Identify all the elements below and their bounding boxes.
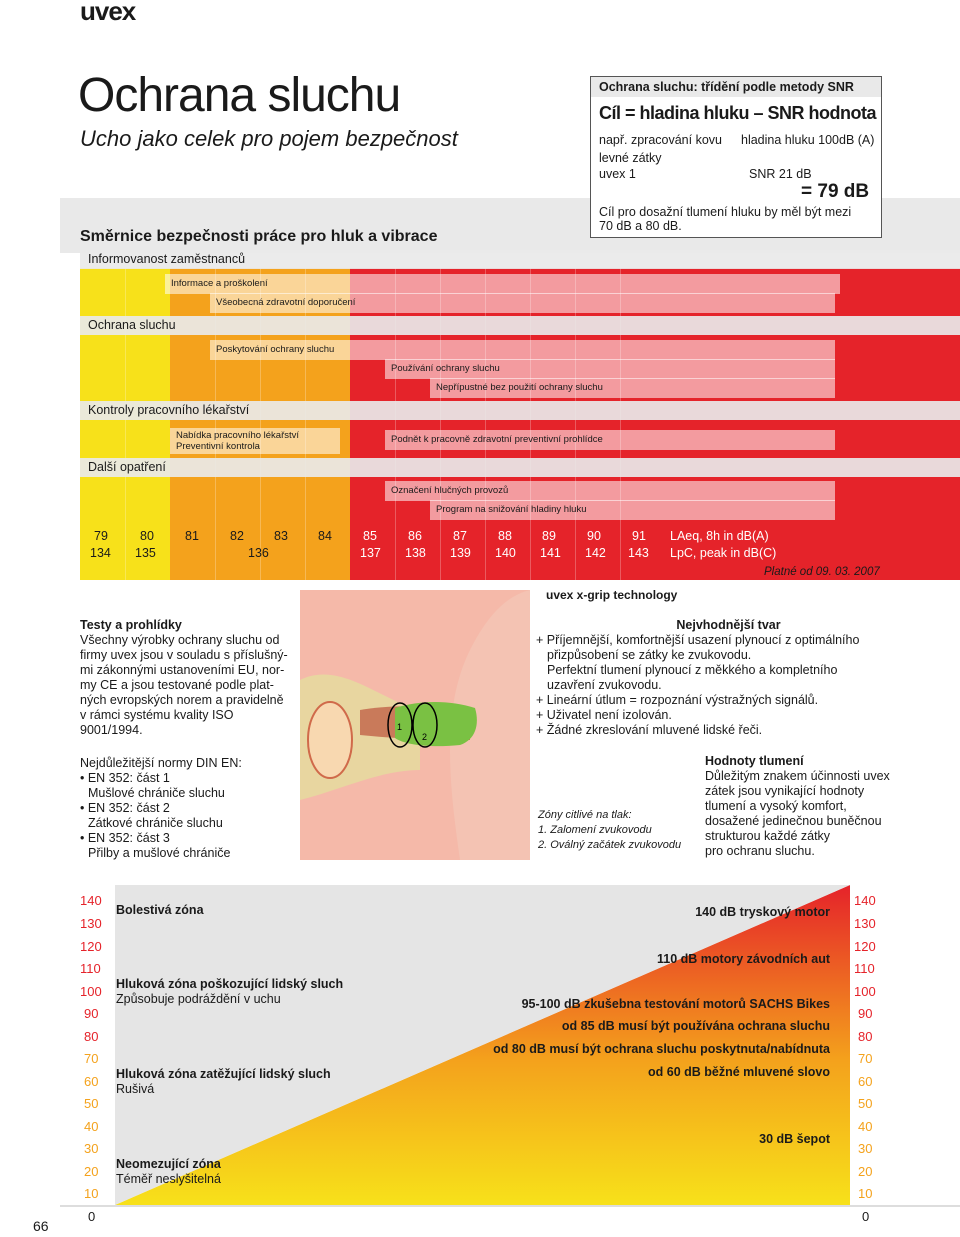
snr-header: Ochrana sluchu: třídění podle metody SNR [599,80,854,94]
axis-right-120: 120 [854,939,876,954]
best-line: + Příjemnější, komfortnější usazení plynoucí z optimálního [536,633,860,647]
axis-right-20: 20 [858,1164,873,1179]
pill-informace: Informace a proškolení [165,274,840,294]
snr-example-left: např. zpracování kovu [599,133,722,147]
axis-left-10: 10 [84,1186,99,1201]
damping-line: pro ochranu sluchu. [705,844,815,858]
lpc-value: 142 [585,546,606,560]
pill-program: Program na snižování hladiny hluku [430,500,835,520]
best-line: přizpůsobení se zátky ke zvukovodu. [547,648,752,662]
zone-load-sub: Rušivá [116,1082,155,1096]
zone-marker-1-label: 1 [397,722,403,732]
inner-ear-cochlea [308,702,352,778]
axis-right-40: 40 [858,1119,873,1134]
valid-from: Platné od 09. 03. 2007 [764,566,880,578]
norms-block [80,756,290,861]
axis-left-100: 100 [80,984,102,999]
page-subtitle: Ucho jako celek pro pojem bezpečnost [80,126,458,151]
laeq-value: 82 [230,529,244,543]
axis-left-30: 30 [84,1141,99,1156]
zone-quiet-sub: Téměř neslyšitelná [116,1172,221,1186]
best-line: Perfektní tlumení plynoucí z měkkého a kompletního [547,663,838,677]
damping-block [705,754,895,859]
zone-damage [116,977,343,1007]
snr-box [590,76,882,238]
pill-poskytovani: Poskytování ochrany sluchu [210,340,835,360]
zones-heading: Zóny citlivé na tlak: [538,809,632,821]
axis-left-110: 110 [80,961,101,976]
axis-left-140: 140 [80,893,102,908]
lpc-value: 141 [540,546,561,560]
laeq-label: LAeq, 8h in dB(A) [670,529,769,543]
snr-goal: Cíl = hladina hluku – SNR hodnota [599,103,877,123]
axis-right-100: 100 [854,984,876,999]
tests-line: v rámci systému kvality ISO [80,708,234,722]
norms-item: Přilby a mušlové chrániče [88,846,231,860]
damping-line: strukturou každé zátky [705,829,831,843]
best-line: + Lineární útlum = rozpoznání výstražných signálů. [536,693,819,707]
snr-plug-line1: levné zátky [599,151,662,165]
norms-item: • EN 352: část 3 [80,831,170,845]
zone-damage-sub: Způsobuje podráždění v uchu [116,992,281,1006]
example-30: 30 dB šepot [759,1132,830,1146]
zone-load [116,1067,331,1097]
zone-damage-title: Hluková zóna poškozující lidský sluch [116,977,344,991]
pyramid-axes [60,885,960,1225]
row-informovanost: Informovanost zaměstnanců [80,250,960,269]
snr-example-right: hladina hluku 100dB (A) [741,133,875,147]
axis-left-60: 60 [84,1074,99,1089]
lpc-value: 139 [450,546,471,560]
lpc-value: 136 [248,546,269,560]
pill-nabidka [170,428,340,454]
axis-right-10: 10 [858,1186,873,1201]
snr-target-note: Cíl pro dosažní tlumení hluku by měl být mezi 70 dB a 80 dB. [599,205,852,233]
damping-line: dosažené jedinečnou buněčnou [705,814,882,828]
lpc-value: 140 [495,546,516,560]
axis-right-60: 60 [858,1074,873,1089]
laeq-value: 80 [140,529,154,543]
example-85: od 85 dB musí být používána ochrana sluchu [561,1019,830,1033]
norms-heading: Nejdůležitější normy DIN EN: [80,756,242,770]
axis-left-50: 50 [84,1096,99,1111]
row-kontroly: Kontroly pracovního lékařství [80,401,960,420]
axis-right-50: 50 [858,1096,873,1111]
axis-left-120: 120 [80,939,102,954]
axis-left-40: 40 [84,1119,99,1134]
laeq-value: 90 [587,529,601,543]
best-block [536,618,881,738]
lpc-value: 135 [135,546,156,560]
brand-logo: uvex [80,0,136,26]
damping-heading: Hodnoty tlumení [705,754,804,768]
best-line: + Uživatel není izolován. [536,708,672,722]
laeq-value: 86 [408,529,422,543]
pill-nepripustne: Nepřípustné bez použití ochrany sluchu [430,378,835,398]
axis-right-130: 130 [854,916,876,931]
page-number: 66 [33,1218,49,1234]
tests-block [80,618,290,738]
axis-right-0: 0 [862,1209,870,1224]
axis-right-110: 110 [854,961,875,976]
tests-line: my CE a jsou testované podle plat- [80,678,274,692]
best-line: + Žádné zkreslování mluvené lidské řeči. [536,723,763,737]
zone-quiet-title: Neomezující zóna [116,1157,221,1171]
pill-oznaceni: Označení hlučných provozů [385,481,835,501]
tests-heading: Testy a prohlídky [80,618,182,632]
norms-item: Mušlové chrániče sluchu [88,786,225,800]
axis-right-70: 70 [858,1051,873,1066]
zone-load-title: Hluková zóna zatěžující lidský sluch [116,1067,331,1081]
guideline-title: Směrnice bezpečnosti práce pro hluk a vibrace [80,228,438,245]
xgrip-label: uvex x-grip technology [546,588,678,602]
zones-item-2: 2. Oválný začátek zvukovodu [538,839,682,851]
tests-line: ných evropských norem a pravidelně [80,693,284,707]
laeq-value: 84 [318,529,332,543]
lpc-scale [80,546,960,564]
laeq-scale [80,529,960,547]
laeq-value: 88 [498,529,512,543]
damping-line: Důležitým znakem účinnosti uvex [705,769,890,783]
zone-pain: Bolestivá zóna [116,903,204,917]
noise-matrix [80,252,960,580]
axis-right-90: 90 [858,1006,873,1021]
laeq-value: 87 [453,529,467,543]
laeq-value: 79 [94,529,108,543]
axis-right-30: 30 [858,1141,873,1156]
pill-pouzivani: Používání ochrany sluchu [385,359,835,379]
zones-block [538,808,681,853]
axis-left-20: 20 [84,1164,99,1179]
laeq-value: 89 [542,529,556,543]
axis-left-70: 70 [84,1051,99,1066]
best-line: uzavření zvukovodu. [547,678,662,692]
tests-line: Všechny výrobky ochrany sluchu od [80,633,280,647]
axis-left-80: 80 [84,1029,99,1044]
laeq-value: 81 [185,529,199,543]
axis-left-90: 90 [84,1006,99,1021]
zones-item-1: 1. Zalomení zvukovodu [538,824,652,836]
row-dalsi: Další opatření [80,458,960,477]
example-140: 140 dB tryskový motor [695,905,830,919]
zone-quiet [116,1157,221,1187]
axis-right-140: 140 [854,893,876,908]
zone-marker-2-label: 2 [422,732,428,742]
example-110: 110 dB motory závodních aut [657,952,830,966]
axis-left-0: 0 [88,1209,96,1224]
example-80: od 80 dB musí být ochrana sluchu poskytnuta/nabídnuta [493,1042,830,1056]
lpc-value: 138 [405,546,426,560]
pill-nabidka-line2: Preventivní kontrola [176,441,260,452]
laeq-value: 91 [632,529,646,543]
lpc-value: 143 [628,546,649,560]
tests-line: mi zákonnými ustanoveními EU, nor- [80,663,285,677]
ear-illustration [300,590,530,860]
tests-line: firmy uvex jsou v souladu s příslušný- [80,648,288,662]
snr-plug-line2: uvex 1 [599,167,636,181]
axis-left-130: 130 [80,916,102,931]
best-heading: Nejvhodnější tvar [676,618,781,632]
snr-value: SNR 21 dB [749,167,812,181]
lpc-value: 137 [360,546,381,560]
example-100: 95-100 dB zkušebna testování motorů SACHS Bikes [521,997,830,1011]
laeq-value: 83 [274,529,288,543]
norms-item: • EN 352: část 2 [80,801,170,815]
laeq-value: 85 [363,529,377,543]
snr-result: = 79 dB [801,181,870,202]
norms-item: Zátkové chrániče sluchu [88,816,223,830]
page-title: Ochrana sluchu [78,69,401,122]
lpc-value: 134 [90,546,111,560]
damping-line: tlumení a vysoký komfort, [705,799,847,813]
norms-item: • EN 352: část 1 [80,771,170,785]
lpc-label: LpC, peak in dB(C) [670,546,777,560]
example-60: od 60 dB běžné mluvené slovo [648,1065,830,1079]
tests-line: 9001/1994. [80,723,143,737]
pill-nabidka-line1: Nabídka pracovního lékařství [176,430,300,441]
pill-vseobecna: Všeobecná zdravotní doporučení [210,293,835,313]
row-ochrana: Ochrana sluchu [80,316,960,335]
damping-line: zátek jsou vynikající hodnoty [705,784,865,798]
axis-right-80: 80 [858,1029,873,1044]
pill-podnet: Podnět k pracovně zdravotní preventivní prohlídce [385,430,835,450]
